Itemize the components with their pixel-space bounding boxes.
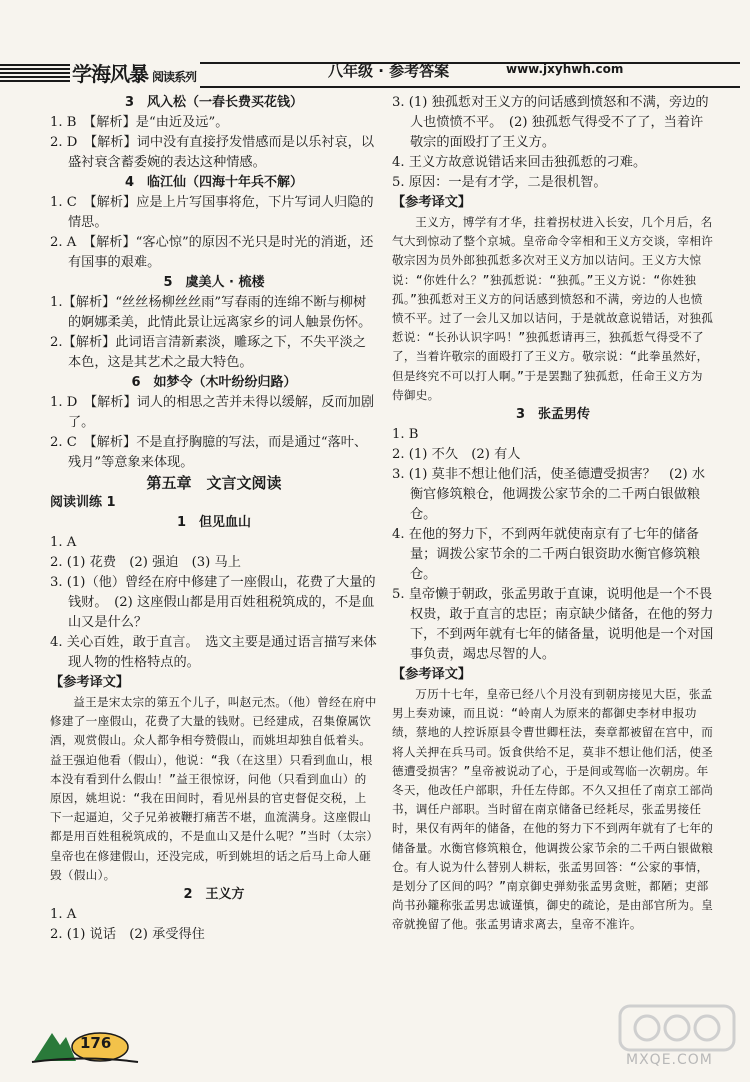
- answer-item: 1.【解析】“丝丝杨柳丝丝雨”写春雨的连绵不断与柳树的婀娜柔美，此情此景让远离家乡的词人触景伤怀。: [50, 295, 372, 330]
- page-number: 176: [80, 1034, 112, 1052]
- answer-item: 1. D 【解析】词人的相思之苦并未得以缓解，反而加剧了。: [50, 395, 375, 430]
- section-title: 4 临江仙（四海十年兵不解）: [124, 175, 304, 190]
- section-title: 1 但见血山: [176, 515, 252, 530]
- answer-item: 2. (1) 说话 (2) 承受得住: [50, 927, 205, 943]
- translation-text: 益王是宋太宗的第五个儿子，叫赵元杰。（他）曾经在府中修建了一座假山，花费了大量的钱财。已经建成，召集僚属饮酒，观赏假山。众人都争相夸赞假山，而姚坦却独自低着头。益王强迫他看（假山），他说：“我（在这里）只看到血山，根本没有看到什么假山！”益王很惊讶，问他（只看到血山）的原因，姚坦说：“我在田间时，看见州县的官吏督促交税，上下一起逼迫，父子兄弟被鞭打痛苦不堪，血流满身。这座假山都是用百姓租税筑成的，不是血山又是什么呢？”当时（太宗）皇帝也在修建假山，还没完成，听到姚坦的话之后马上命人砸毁（假山）。: [50, 695, 377, 882]
- answer-item: 1. A: [50, 535, 77, 550]
- header-stripes: [0, 64, 70, 82]
- answer-item: 2. (1) 不久 (2) 有人: [392, 447, 521, 463]
- answer-item: 3. (1) 独孤悊对王义方的问话感到愤怒和不满，旁边的人也愤愤不平。 (2) 独孤悊气得受不了了，当着许敬宗的面殴打了王义方。: [392, 95, 709, 150]
- answer-item: 2. D 【解析】词中没有直接抒发惜感而是以乐衬哀，以盛衬衰含蓄委婉的表达这种情感。: [50, 135, 375, 170]
- answer-item: 2. C 【解析】不是直抒胸臆的写法，而是通过“落叶、残月”等意象来体现。: [50, 435, 368, 470]
- section-title: 3 张孟男传: [515, 407, 591, 423]
- section-title: 5 虞美人 · 梳楼: [163, 275, 265, 290]
- series-name: 阅读系列: [152, 70, 197, 84]
- answer-item: 1. C 【解析】应是上片写国事将危，下片写词人归隐的情思。: [50, 195, 374, 230]
- watermark-url: MXQE.COM: [626, 1052, 713, 1068]
- answer-item: 3. (1) 莫非不想让他们活，使圣德遭受损害？ (2) 水衡官修筑粮仓，他调拨公家节余的二千两白银做粮仓。: [392, 467, 706, 523]
- right-column: [392, 93, 714, 935]
- section-title: 3 风入松（一春长费买花钱）: [124, 95, 304, 110]
- answer-item: 4. 关心百姓，敢于直言。 选文主要是通过语言描写来体现人物的性格特点的。: [50, 635, 377, 670]
- header-band: [200, 62, 740, 88]
- answer-item: 3. (1)（他）曾经在府中修建了一座假山，花费了大量的钱财。 (2) 这座假山都是用百姓租税筑成的，不是血山又是什么？: [50, 575, 376, 630]
- translation-label: 【参考译文】: [392, 667, 472, 683]
- translation-label: 【参考译文】: [50, 675, 130, 690]
- answer-item: 1. A: [50, 907, 77, 923]
- answer-item: 1. B 【解析】是“由近及远”。: [50, 115, 229, 130]
- answer-item: 4. 王义方故意说错话来回击独孤悊的刁难。: [392, 155, 647, 170]
- series-logo: [72, 58, 196, 87]
- answer-item: 4. 在他的努力下，不到两年就使南京有了七年的储备量；调拨公家节余的二千两白银资助水衡官修筑粮仓。: [392, 527, 701, 583]
- page-header: [0, 52, 750, 92]
- section-title: 2 王义方: [183, 887, 245, 903]
- training-title: 阅读训练 1: [50, 495, 116, 510]
- translation-text: 王义方，博学有才华，拄着拐杖进入长安，几个月后，名气大到惊动了整个京城。皇帝命令宰相和王义方交谈，宰相许敬宗因为员外郎独孤悊多次对王义方加以诘问。王义方大惊说：“你姓什么？”独孤悊说：“独孤。”王义方说：“你姓独孤。”独孤悊对王义方的问话感到愤怒和不满，旁边的人也愤愤不平。过了一会儿又加以诘问，于是就故意说错话，对独孤悊说：“长孙认识字吗！”独孤悊请再三，独孤悊气得受不了了，当着许敬宗的面殴打了王义方。敬宗说：“此拳虽然好，但是终究不可以打人啊。”于是罢黜了独孤悊，任命王义方为侍御史。: [392, 215, 714, 402]
- answer-item: 2. A 【解析】“客心惊”的原因不光只是时光的消逝，还有国事的艰难。: [50, 235, 374, 270]
- section-title: 6 如梦令（木叶纷纷归路）: [131, 375, 297, 390]
- left-column: [50, 93, 378, 945]
- header-url: www.jxyhwh.com: [506, 62, 624, 76]
- header-title: 八年级 · 参考答案: [328, 62, 450, 80]
- chapter-title: 第五章 文言文阅读: [146, 474, 282, 492]
- answer-item: 5. 原因：一是有才学，二是很机智。: [392, 175, 607, 190]
- translation-label: 【参考译文】: [392, 195, 472, 210]
- answer-item: 2.【解析】此词语言清新素淡，雕琢之下，不失平淡之本色，这是其艺术之最大特色。: [50, 335, 366, 370]
- answer-item: 1. B: [392, 427, 419, 443]
- answer-item: 5. 皇帝懒于朝政，张孟男敢于直谏，说明他是一个不畏权贵，敢于直言的忠臣；南京缺少储备，在他的努力下，不到两年就有七年的储备量，说明他是一个对国事负责，竭忠尽智的人。: [392, 587, 714, 663]
- answer-item: 2. (1) 花费 (2) 强迫 (3) 马上: [50, 555, 241, 570]
- logo-text: 学海风暴: [72, 62, 148, 86]
- translation-text: 万历十七年，皇帝已经八个月没有到朝房接见大臣，张孟男上奏劝谏，而且说：“岭南人为原来的都御史李材申报功绩，蔡地的人控诉原县令曹世卿枉法，奏章都被留在宫中，而将人关押在兵马司。饭食供给不足，莫非不想让他们活，使圣德遭受损害？”皇帝被说动了心，于是间或驾临一次朝房。年冬天，他改任户部职，升任左侍郎。不久又担任了南京工部尚书，调任户部职。当时留在南京储备已经耗尽，张孟男接任时，果仅有两年的储备，在他的努力下不到两年就有了七年的储备量。水衡官修筑粮仓，他调拨公家节余的二千两白银做粮仓。有人说为什么替别人耕耘，张孟男回答：“公家的事情，是划分了区间的吗？”南京御史弹劾张孟男贪赃，都陋；吏部尚书孙鑨称张孟男忠诚谨慎，御史的疏论，是由部官所为。皇帝就挽留了他。张孟男请求离去，皇帝不准许。: [392, 687, 714, 932]
